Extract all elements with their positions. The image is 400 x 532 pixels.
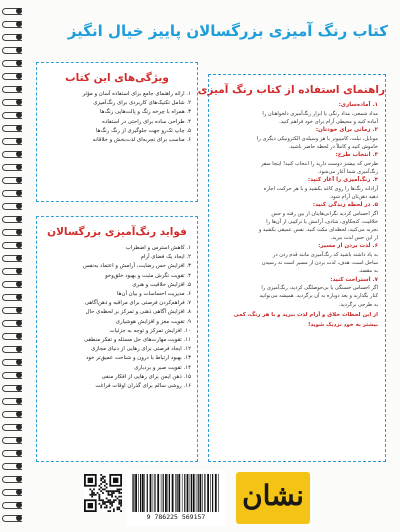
guide-step-text: از این حس لذت ببرید. xyxy=(330,235,378,242)
binding-hole xyxy=(16,73,22,79)
binding-hole xyxy=(16,463,22,469)
binding-hole xyxy=(16,268,22,274)
publisher-logo-text: نشان xyxy=(242,479,304,512)
feature-item: ۲. شامل تکنیک‌های کاربردی برای رنگ‌آمیزی xyxy=(93,100,191,107)
binding-hole xyxy=(16,281,22,287)
benefit-item: ۸. افزایش آگاهی ذهنی و تمرکز بر لحظه‌ی حال xyxy=(85,309,191,316)
features-box xyxy=(36,62,198,202)
benefit-item: ۴. تقویت نگرش مثبت و بهبود خلق‌وخو xyxy=(105,272,191,279)
benefit-item: ۵. افزایش خلاقیت و هنری xyxy=(132,281,191,288)
isbn-number: 9 786225 569157 xyxy=(146,513,206,521)
binding-hole xyxy=(16,8,22,14)
feature-item: ۴. طراحی ساده برای راحتی در استفاده xyxy=(102,118,191,125)
benefit-item: ۲. ایجاد یک فضای آرام xyxy=(140,254,191,261)
binding-hole xyxy=(16,138,22,144)
binding-hole xyxy=(16,489,22,495)
spiral-binding xyxy=(0,0,26,532)
binding-hole xyxy=(16,216,22,222)
binding-hole xyxy=(16,424,22,430)
binding-hole xyxy=(16,320,22,326)
binding-hole xyxy=(16,99,22,105)
binding-hole xyxy=(16,203,22,209)
binding-hole xyxy=(16,229,22,235)
benefits-list xyxy=(37,244,197,391)
binding-hole xyxy=(16,437,22,443)
feature-item: ۳. همراه با چرخه رنگ و پالت‌هایی رنگ‌ها xyxy=(99,109,191,116)
book-title: کتاب رنگ آمیزی بزرگسالان پاییز خیال انگیز xyxy=(67,22,388,40)
feature-item: ۵. چاپ تک‌رو جهت جلوگیری از رنگ رنگ‌ها xyxy=(95,127,191,134)
binding-hole xyxy=(16,255,22,261)
binding-hole xyxy=(16,476,22,482)
binding-hole xyxy=(16,86,22,92)
guide-step-heading: ۴. رنگ‌آمیزی را آغاز کنید: xyxy=(307,177,378,183)
guide-step-text: به طرحی برگردید. xyxy=(338,301,378,308)
benefit-item: ۳. افزایش حس رضایت، آرامش و اعتماد به‌نفس xyxy=(82,263,191,270)
guide-step-heading: ۱. آماده‌سازی: xyxy=(338,102,378,108)
guide-step-text: طرحی که بیشتر دوست دارید را انتخاب کنید! اینجا سفر xyxy=(260,160,378,167)
benefit-item: ۹. تقویت مغز و افزایش هوشیاری xyxy=(115,318,191,325)
guide-step-text: آماده کنید و محیطی آرام برای خود فراهم کنید. xyxy=(279,118,378,125)
guide-step-text: به یاد داشته باشید که رنگ‌آمیزی مانند قدم زدن در xyxy=(272,252,378,258)
benefit-item: ۱۴. تقویت صبر و بردباری xyxy=(134,364,191,371)
guide-step-heading: ۵. در لحظه زندگی کنید: xyxy=(312,202,378,208)
features-title: ویژگی‌های این کتاب xyxy=(65,72,169,84)
binding-hole xyxy=(16,411,22,417)
binding-hole xyxy=(16,177,22,183)
guide-step-heading: ۲. زمانی برای خودتان: xyxy=(315,127,378,133)
feature-item: ۱. ارائه راهنمای جامع برای استفاده آسان و مؤثر xyxy=(82,91,191,97)
binding-hole xyxy=(16,359,22,365)
binding-hole xyxy=(16,164,22,170)
usage-guide-title: راهنمای استفاده از کتاب رنگ آمیزی xyxy=(197,84,385,96)
binding-hole xyxy=(16,34,22,40)
binding-hole xyxy=(16,502,22,508)
guide-step-text: اگر احساس خستگی یا بی‌حوصلگی کردید، رنگ‌آمیزی را xyxy=(261,285,378,292)
benefit-item: ۱۲. ایجاد فرصتی برای رهایی از دنیای مجازی xyxy=(91,346,191,353)
binding-hole xyxy=(16,21,22,27)
benefit-item: ۱۵. ذهن ایمن برای رهایی از افکار منفی xyxy=(101,373,191,380)
binding-hole xyxy=(16,515,22,521)
benefit-item: ۱۶. روشی سالم برای گذران اوقات فراغت xyxy=(95,383,191,390)
guide-step-text: موبایل، تبلت، کامپیوتر یا هر وسیله‌ی الکترونیکی دیگری را xyxy=(256,135,378,142)
guide-step-text: دهید ذهن‌تان آرام شود. xyxy=(329,193,378,200)
usage-guide-box xyxy=(197,74,386,462)
binding-hole xyxy=(16,372,22,378)
binding-hole xyxy=(16,242,22,248)
isbn-barcode xyxy=(126,470,226,526)
binding-hole xyxy=(16,112,22,118)
features-list xyxy=(37,90,197,145)
binding-hole xyxy=(16,450,22,456)
benefit-item: ۱۰. افزایش تمرکز و توجه به جزئیات xyxy=(109,327,191,334)
guide-step-text: مداد شمعی، مداد رنگی یا ابزار رنگ‌آمیزی دلخواهتان را xyxy=(262,110,378,117)
benefits-title: فواید رنگ‌آمیزی بزرگسالان xyxy=(47,226,187,238)
binding-hole xyxy=(16,125,22,131)
guide-step-text: اگر احساس کردید نگرانی‌هایتان از بین رفته و حس xyxy=(271,210,378,217)
benefit-item: ۱. کاهش استرس و اضطراب xyxy=(125,245,191,251)
guide-closing-text: بیشتر به خود نزدیک شوید! xyxy=(307,322,378,329)
barcode-bars xyxy=(130,474,222,512)
guide-step-text: به مقصد. xyxy=(358,268,378,275)
binding-hole xyxy=(16,346,22,352)
binding-hole xyxy=(16,47,22,53)
benefits-box xyxy=(36,216,198,462)
binding-hole xyxy=(16,307,22,313)
guide-step-text: خاموش کنید و کاملاً در لحظه حاضر باشید. xyxy=(288,143,378,150)
binding-hole xyxy=(16,294,22,300)
benefit-item: ۱۱. تقویت مهارت‌های حل مسئله و تفکر منطقی xyxy=(83,337,191,344)
guide-step-text: ساحل است، هدف، لذت بردن از مسیر است نه رسیدن xyxy=(261,260,378,267)
feature-item: ۶. مناسب برای تجربه‌ای لذت‌بخش و خلاقانه xyxy=(92,137,191,144)
binding-hole xyxy=(16,151,22,157)
guide-step-heading: ۶. لذت بردن از مسیر: xyxy=(318,243,378,250)
qr-code xyxy=(84,474,122,512)
guide-closing-text: از این لحظات خلاق و آرام لذت ببرید و با هر رنگ، کمی xyxy=(233,311,378,318)
publisher-logo xyxy=(236,472,310,524)
benefit-item: ۷. فراهم‌کردن فرصتی برای مراقبه و ذهن‌آگاهی xyxy=(84,300,191,307)
guide-step-heading: ۳. انتخاب طرح: xyxy=(335,152,378,158)
binding-hole xyxy=(16,398,22,404)
guide-step-heading: ۷. استراحت کنید: xyxy=(330,276,378,283)
benefit-item: ۶. مدیریت احساسات و بیان آن‌ها xyxy=(117,291,191,298)
binding-hole xyxy=(16,190,22,196)
guide-step-text: رنگ‌آمیزی شما آغاز می‌شود. xyxy=(317,168,378,175)
benefit-item: ۱۳. بهبود ارتباط با درون و شناخت عمیق‌تر خود xyxy=(85,355,191,362)
binding-hole xyxy=(16,60,22,66)
guide-step-text: کنار بگذارید و بعد دوباره به آن برگردید. همیشه می‌توانید xyxy=(259,293,378,300)
usage-guide-body xyxy=(209,101,385,330)
guide-step-text: آزادانه رنگ‌ها را روی کاغذ بکشید و با هر حرکت، اجازه xyxy=(263,185,378,192)
binding-hole xyxy=(16,333,22,339)
guide-step-text: خلاقیت، کنجکاوی، شادی، آرامش یا ترکیبی از آن‌ها را xyxy=(266,218,378,225)
binding-hole xyxy=(16,385,22,391)
guide-step-text: تجربه می‌کنید، لحظه‌ای مکث کنید. نفس عمیقی بکشید و xyxy=(258,227,378,233)
